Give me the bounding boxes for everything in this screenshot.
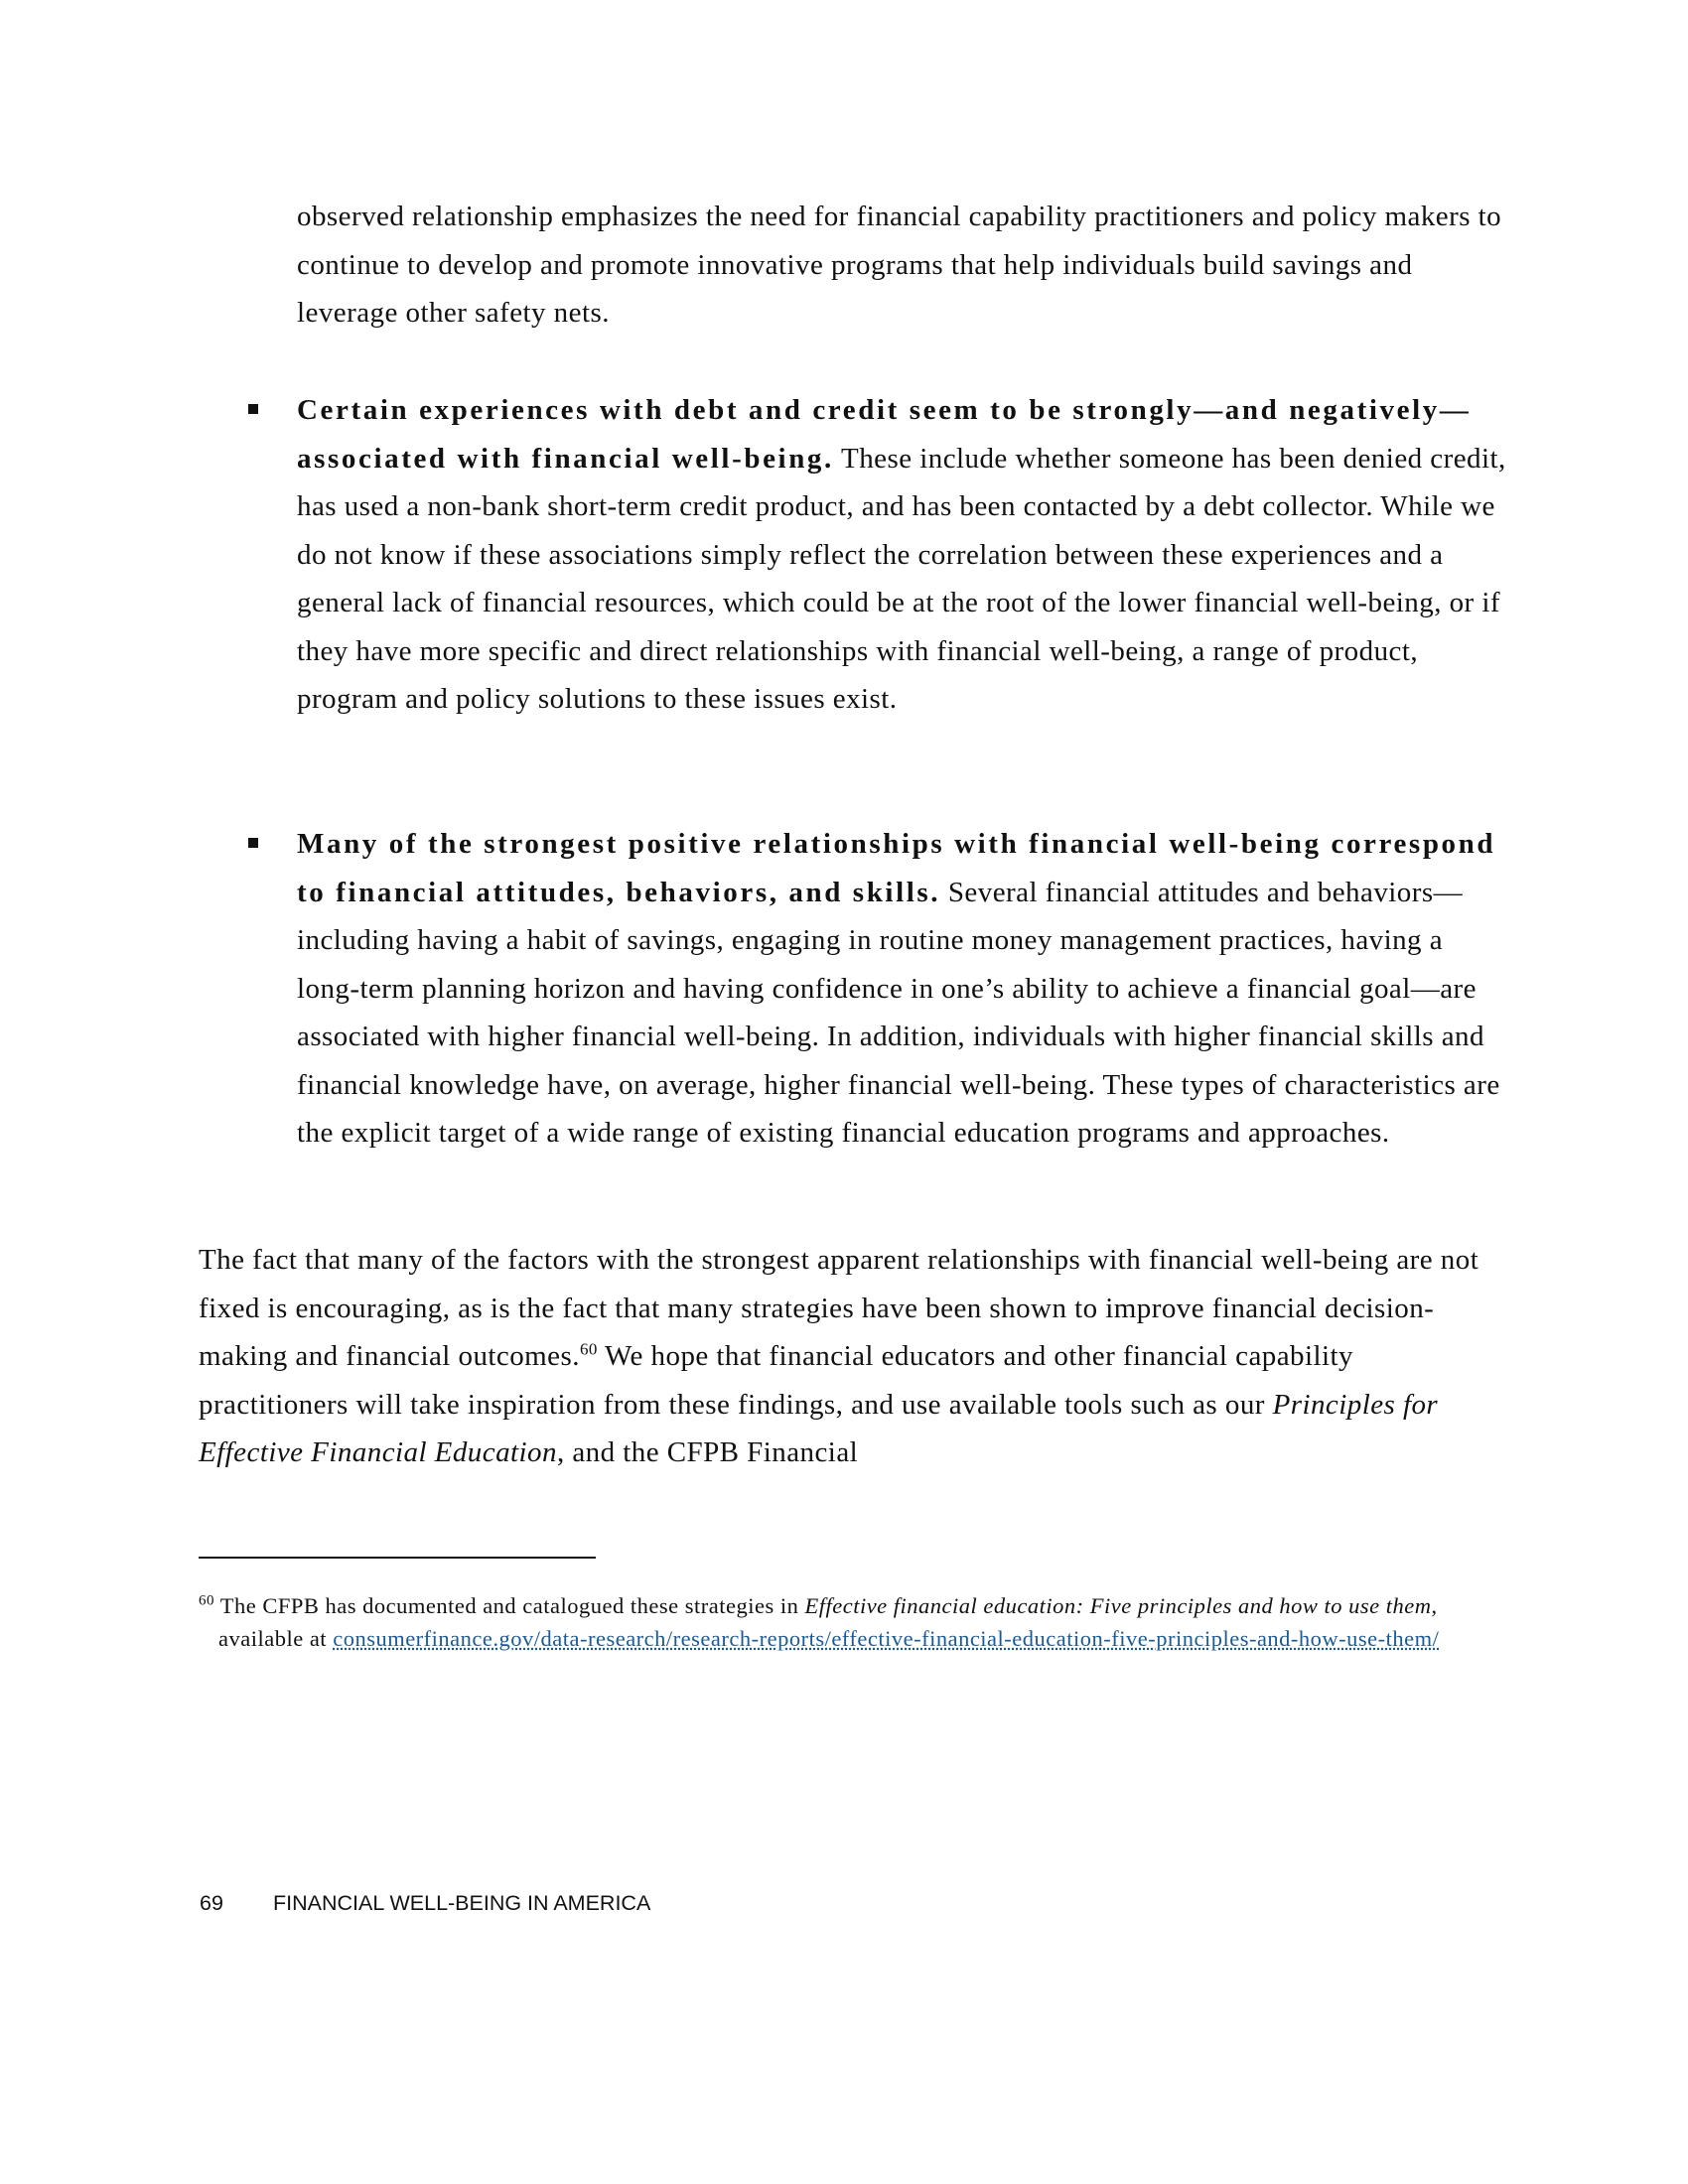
footnote-reference[interactable]: 60 xyxy=(579,1339,598,1359)
footnote-text-part1: The CFPB has documented and catalogued these strategies in xyxy=(214,1593,805,1618)
principles-title: Principles for Effective Financial Education xyxy=(199,1388,1439,1468)
square-bullet-icon xyxy=(248,838,258,848)
report-title: FINANCIAL WELL-BEING IN AMERICA xyxy=(273,1891,651,1915)
bullet-body: Several financial attitudes and behaviors—including having a habit of savings, engaging in routine money management practices, having a long-term planning horizon and having confidence in one’s ability to achieve a financial goal—are associated with higher financial well-being. In addition, individuals with higher financial skills and financial knowledge have, on average, higher financial well-being. These types of characteristics are the explicit target of a wide range of existing financial education programs and approaches. xyxy=(297,876,1500,1149)
closing-text-part3: , and the CFPB Financial xyxy=(556,1436,859,1468)
bullet-body: These include whether someone has been denied credit, has used a non-bank short-term credit product, and has been contacted by a debt collector. While we do not know if these associations simply reflect the correlation between these experiences and a general lack of financial resources, which could be at the root of the lower financial well-being, or if they have more specific and direct relationships with financial well-being, a range of product, program and policy solutions to these issues exist. xyxy=(297,442,1506,715)
bullet-lead: Many of the strongest positive relationships with financial well-being correspond to financial attitudes, behaviors, and skills. xyxy=(297,828,1496,908)
bullet-text xyxy=(297,386,1508,724)
footnote-link[interactable]: consumerfinance.gov/data-research/research-reports/effective-financial-education-five-principles-and-how-use-them/ xyxy=(333,1626,1440,1651)
closing-paragraph xyxy=(199,1236,1509,1477)
footnote-text-part2: , available at xyxy=(218,1593,1438,1651)
bullet-text xyxy=(297,820,1508,1158)
closing-text-part1: The fact that many of the factors with the strongest apparent relationships with financial well-being are not fixed is encouraging, as is the fact that many strategies have been shown to improve financial decision-making and financial outcomes. xyxy=(199,1244,1479,1372)
footnote-number: 60 xyxy=(199,1592,214,1609)
square-bullet-icon xyxy=(248,404,258,414)
footnote-publication-title: Effective financial education: Five principles and how to use them xyxy=(804,1593,1432,1618)
bullet-item-attitudes-behaviors xyxy=(297,820,1508,1158)
footnote-body xyxy=(199,1589,1509,1655)
footnote-divider xyxy=(199,1557,596,1559)
closing-text-part2: We hope that financial educators and other financial capability practitioners will take inspiration from these findings, and use available tools such as our xyxy=(199,1340,1353,1421)
footnote xyxy=(199,1589,1509,1655)
bullet-item-debt-credit xyxy=(297,386,1508,724)
page-number: 69 xyxy=(200,1891,223,1915)
bullet-lead: Certain experiences with debt and credit seem to be strongly—and negatively—associated with financial well-being. xyxy=(297,394,1472,475)
page-footer xyxy=(200,1891,650,1916)
continuation-paragraph: observed relationship emphasizes the need for financial capability practitioners and policy makers to continue to develop and promote innovative programs that help individuals build savings and leverage other safety nets. xyxy=(297,201,1502,329)
